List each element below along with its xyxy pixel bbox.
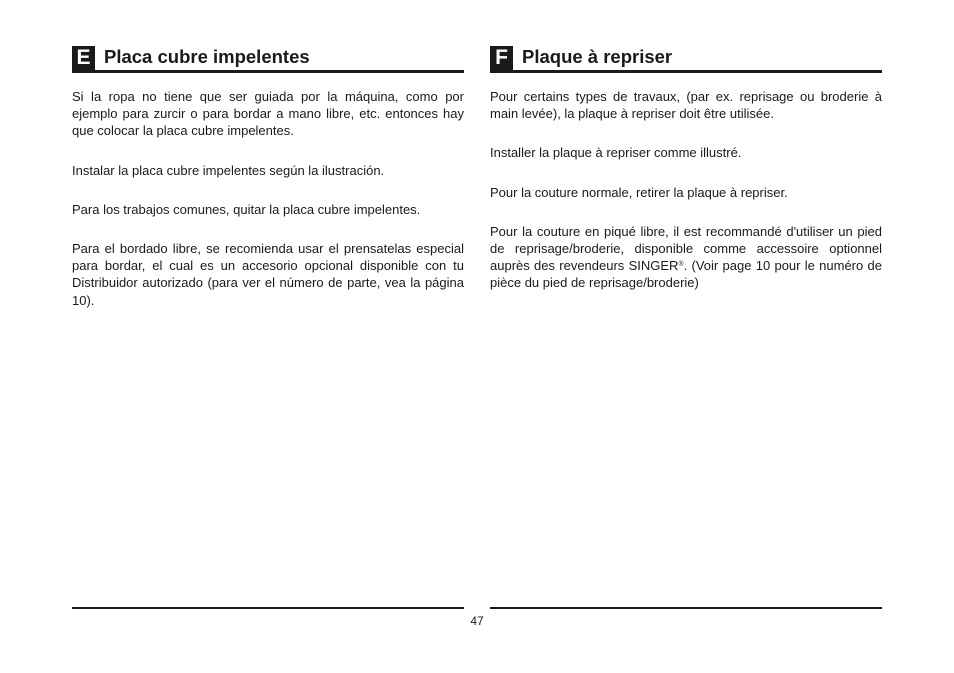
section-french [490,44,882,314]
section-body-spanish [72,88,464,309]
section-header-french [490,44,882,73]
paragraph: Pour la couture normale, retirer la plaque à repriser. [490,184,788,200]
paragraph: Si la ropa no tiene que ser guiada por la máquina, como por ejemplo para zurcir o para bordar a mano libre, etc. entonces hay que colocar la placa cubre impelentes. [72,89,464,139]
registered-mark: ® [678,261,684,269]
paragraph-text: . (Voir page 10 pour le numéro de pièce du pied de reprisage/broderie) [490,258,882,291]
footer-divider-right [490,607,882,609]
section-header-spanish [72,44,464,73]
footer-divider-left [72,607,464,609]
paragraph: Para los trabajos comunes, quitar la placa cubre impelentes. [72,201,421,217]
section-body-french [490,88,882,292]
paragraph: Pour certains types de travaux, (par ex. reprisage ou broderie à main levée), la plaque à repriser doit être utilisée. [490,89,882,122]
paragraph [490,223,882,292]
section-title-spanish: Placa cubre impelentes [104,46,310,67]
page-number: 47 [470,614,484,628]
section-title-french: Plaque à repriser [522,46,673,67]
paragraph-text: Pour la couture en piqué libre, il est recommandé d'utiliser un pied de reprisage/broderie, disponible comme accessoire optionnel auprès des revendeurs SINGER [490,223,882,274]
section-spanish [72,44,464,331]
paragraph: Installer la plaque à repriser comme illustré. [490,145,742,161]
language-badge-e: E [72,46,95,70]
paragraph: Para el bordado libre, se recomienda usar el prensatelas especial para bordar, el cual es un accesorio opcional disponible con tu Distribuidor autorizado (para ver el número de parte, vea la página 10). [72,241,464,308]
language-badge-f: F [490,46,513,70]
paragraph: Instalar la placa cubre impelentes según la ilustración. [72,162,385,178]
